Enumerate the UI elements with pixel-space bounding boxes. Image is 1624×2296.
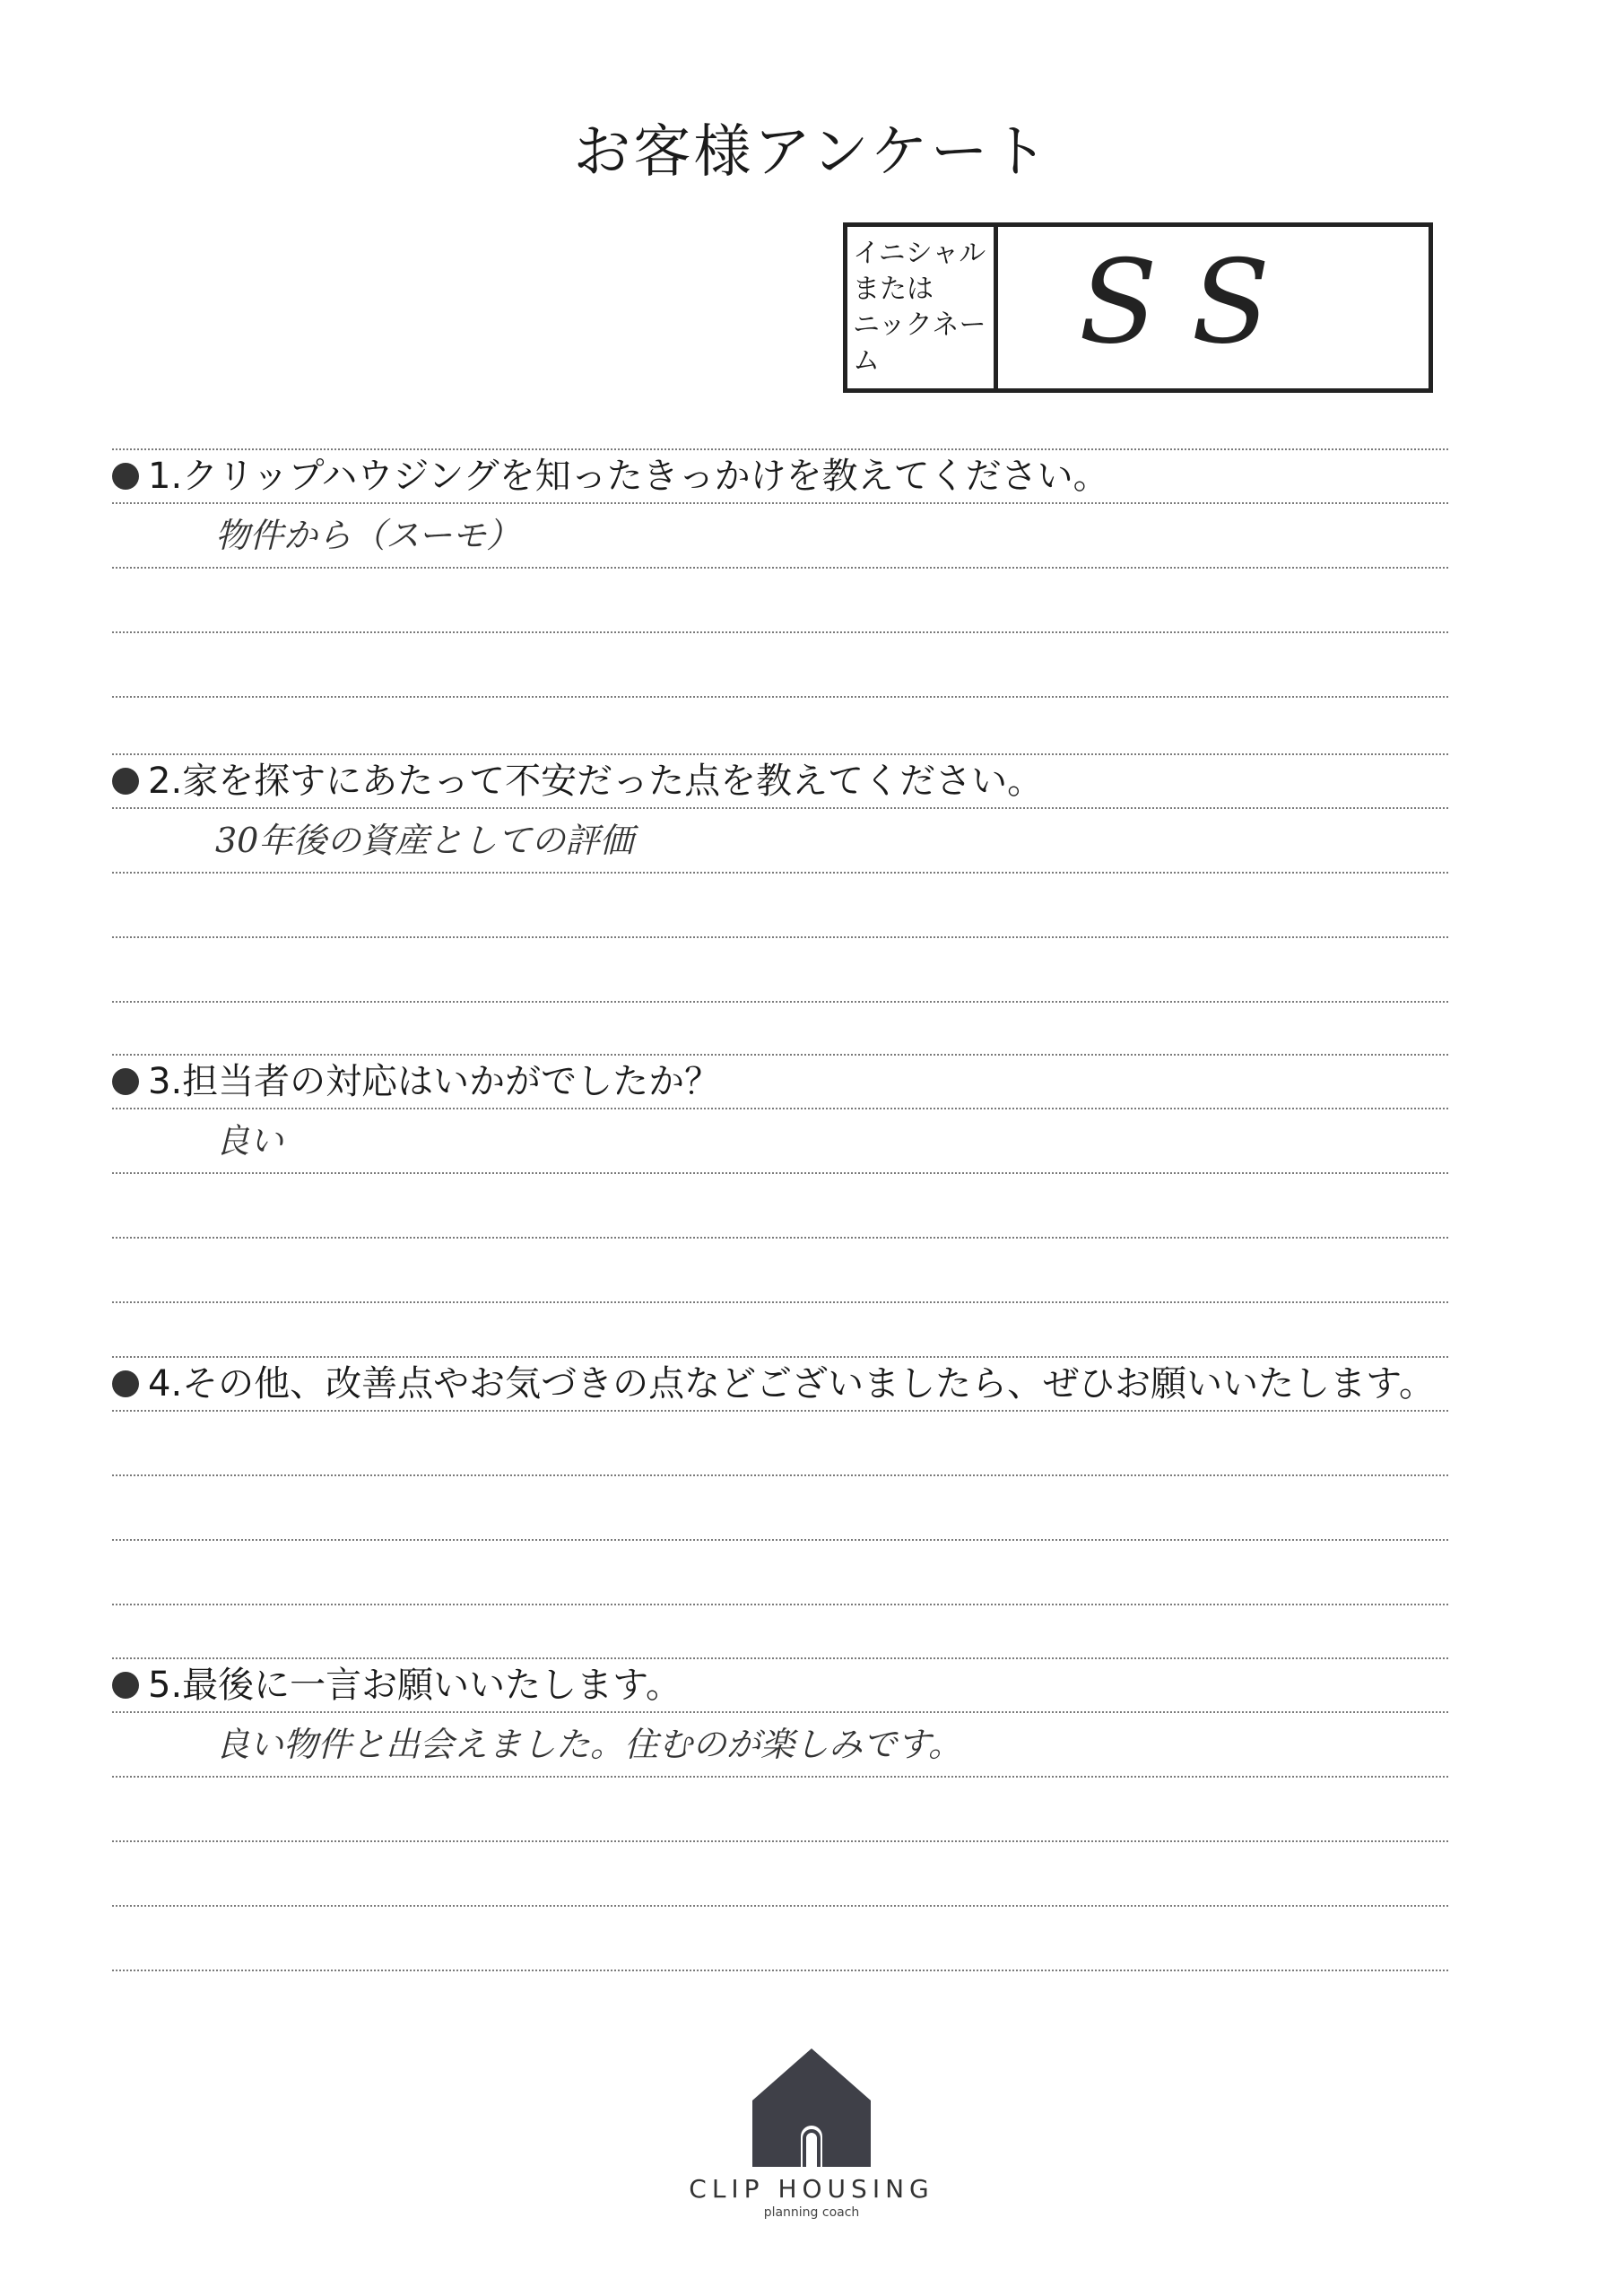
- question-1: [112, 448, 1448, 698]
- question-1-number: 1.: [148, 456, 183, 497]
- question-3: [112, 1054, 1448, 1303]
- logo-tagline: planning coach: [763, 2205, 860, 2220]
- bullet-icon: [112, 463, 139, 490]
- answer-line-blank[interactable]: [112, 1907, 1448, 1970]
- page-title: お客様アンケート: [573, 119, 1051, 186]
- answer-line-blank[interactable]: [112, 1239, 1448, 1301]
- initials-label: [847, 227, 998, 388]
- question-5-heading: [112, 1659, 1448, 1711]
- answer-line-blank[interactable]: [112, 1174, 1448, 1237]
- rule-line: [112, 1604, 1448, 1605]
- rule-line: [112, 1301, 1448, 1303]
- question-3-heading: [112, 1056, 1448, 1108]
- question-2: [112, 753, 1448, 1003]
- question-4-text: その他、改善点やお気づきの点などございましたら、ぜひお願いいたします。: [182, 1363, 1435, 1405]
- question-5: [112, 1657, 1448, 1971]
- question-4: [112, 1356, 1448, 1605]
- answer-line-blank[interactable]: [112, 633, 1448, 696]
- bullet-icon: [112, 1370, 139, 1397]
- answer-line-blank[interactable]: [112, 1842, 1448, 1905]
- answer-1[interactable]: 物件から（スーモ）: [215, 516, 521, 555]
- question-4-heading: [112, 1358, 1448, 1410]
- answer-line-blank[interactable]: [112, 1778, 1448, 1840]
- answer-line-blank[interactable]: [112, 938, 1448, 1001]
- question-5-text: 最後に一言お願いいたします。: [182, 1665, 682, 1706]
- answer-2[interactable]: 30年後の資産としての評価: [215, 821, 634, 860]
- house-icon: [749, 2045, 874, 2170]
- question-2-text: 家を探すにあたって不安だった点を教えてください。: [182, 761, 1044, 802]
- initials-box: [843, 222, 1433, 393]
- bullet-icon: [112, 1672, 139, 1699]
- initials-value: SS: [1079, 236, 1307, 370]
- bullet-icon: [112, 768, 139, 795]
- bullet-icon: [112, 1068, 139, 1095]
- initials-value-field[interactable]: [998, 227, 1429, 388]
- rule-line: [112, 1001, 1448, 1003]
- answer-line-blank[interactable]: [112, 569, 1448, 631]
- question-1-heading: [112, 450, 1448, 502]
- question-4-number: 4.: [148, 1363, 183, 1405]
- question-3-number: 3.: [148, 1061, 183, 1102]
- answer-5[interactable]: 良い物件と出会えました。住むのが楽しみです。: [215, 1725, 962, 1764]
- logo-brand: CLIP HOUSING: [689, 2174, 934, 2204]
- answer-line-blank[interactable]: [112, 1541, 1448, 1604]
- initials-label-text: イニシャル または ニックネーム: [853, 238, 986, 377]
- question-3-text: 担当者の対応はいかがでしたか？: [182, 1061, 721, 1102]
- company-logo: [628, 2045, 995, 2220]
- rule-line: [112, 696, 1448, 698]
- rule-line: [112, 1970, 1448, 1971]
- question-5-number: 5.: [148, 1665, 183, 1706]
- question-2-heading: [112, 755, 1448, 807]
- question-1-text: クリップハウジングを知ったきっかけを教えてください。: [182, 456, 1109, 497]
- answer-line-blank[interactable]: [112, 1476, 1448, 1539]
- answer-3[interactable]: 良い: [215, 1121, 284, 1161]
- answer-line-blank[interactable]: [112, 874, 1448, 936]
- question-2-number: 2.: [148, 761, 183, 802]
- answer-4[interactable]: [112, 1412, 1448, 1474]
